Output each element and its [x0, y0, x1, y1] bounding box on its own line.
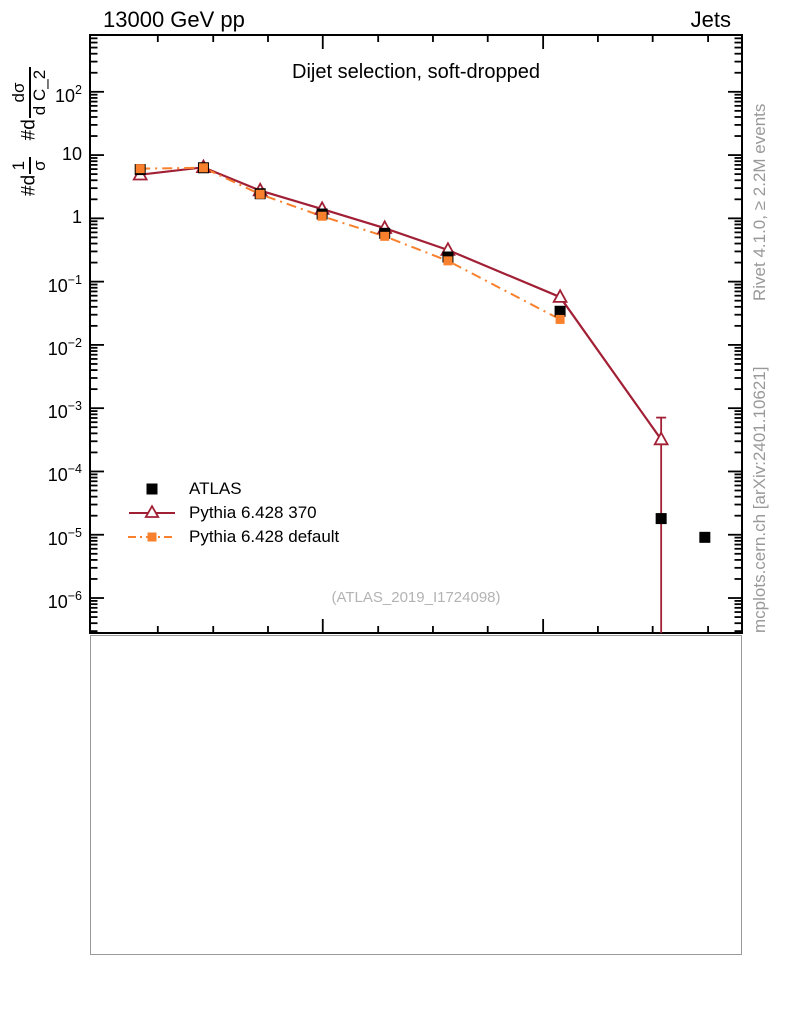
- y-tick-label: $10^{-4}$: [47, 462, 82, 486]
- fraction-numerator: 1: [10, 157, 31, 174]
- analysis-id-watermark: (ATLAS_2019_I1724098): [331, 589, 501, 606]
- beam-energy-title: 13000 GeV pp: [103, 7, 245, 32]
- series-pythia370-markers: [134, 161, 668, 445]
- plot-title: Dijet selection, soft-dropped: [292, 61, 540, 83]
- process-title: Jets: [690, 7, 731, 32]
- legend-marker-open-triangle-icon: [127, 503, 177, 523]
- y-tick-label: $10^2$: [55, 82, 82, 106]
- y-tick-label: $10^{-2}$: [47, 335, 82, 359]
- y-tick-label: 1: [71, 207, 82, 228]
- y-axis-label-prefix-1: #d: [18, 174, 40, 196]
- series-pythiadefault-markers: [136, 163, 565, 324]
- y-tick-label: 10: [61, 144, 82, 165]
- legend-item-pythia-370: [127, 501, 339, 525]
- legend-label: Pythia 6.428 370: [189, 503, 317, 522]
- fraction-denominator: d C_2: [29, 69, 49, 116]
- legend-item-atlas: [127, 477, 339, 501]
- legend-marker-dashdot-square-icon: [127, 527, 177, 547]
- rivet-version-label: Rivet 4.1.0, ≥ 2.2M events: [750, 103, 769, 301]
- legend-label: Pythia 6.428 default: [189, 527, 340, 546]
- legend-item-pythia-default: [127, 525, 339, 549]
- y-tick-label: $10^{-5}$: [47, 525, 82, 549]
- legend: [127, 477, 339, 549]
- legend-marker-filled-square-icon: [127, 479, 177, 499]
- y-tick-label: $10^{-1}$: [47, 272, 82, 296]
- y-tick-label: $10^{-6}$: [47, 589, 82, 613]
- series-lines: [140, 167, 661, 439]
- fraction-denominator: σ: [29, 160, 49, 171]
- ratio-panel-empty: [90, 635, 742, 955]
- fraction-numerator: dσ: [10, 67, 31, 118]
- legend-label: ATLAS: [189, 479, 242, 498]
- y-axis-label-prefix-2: #d: [18, 119, 40, 141]
- y-tick-label: $10^{-3}$: [47, 399, 82, 423]
- mcplots-credit-label: mcplots.cern.ch [arXiv:2401.10621]: [750, 366, 769, 633]
